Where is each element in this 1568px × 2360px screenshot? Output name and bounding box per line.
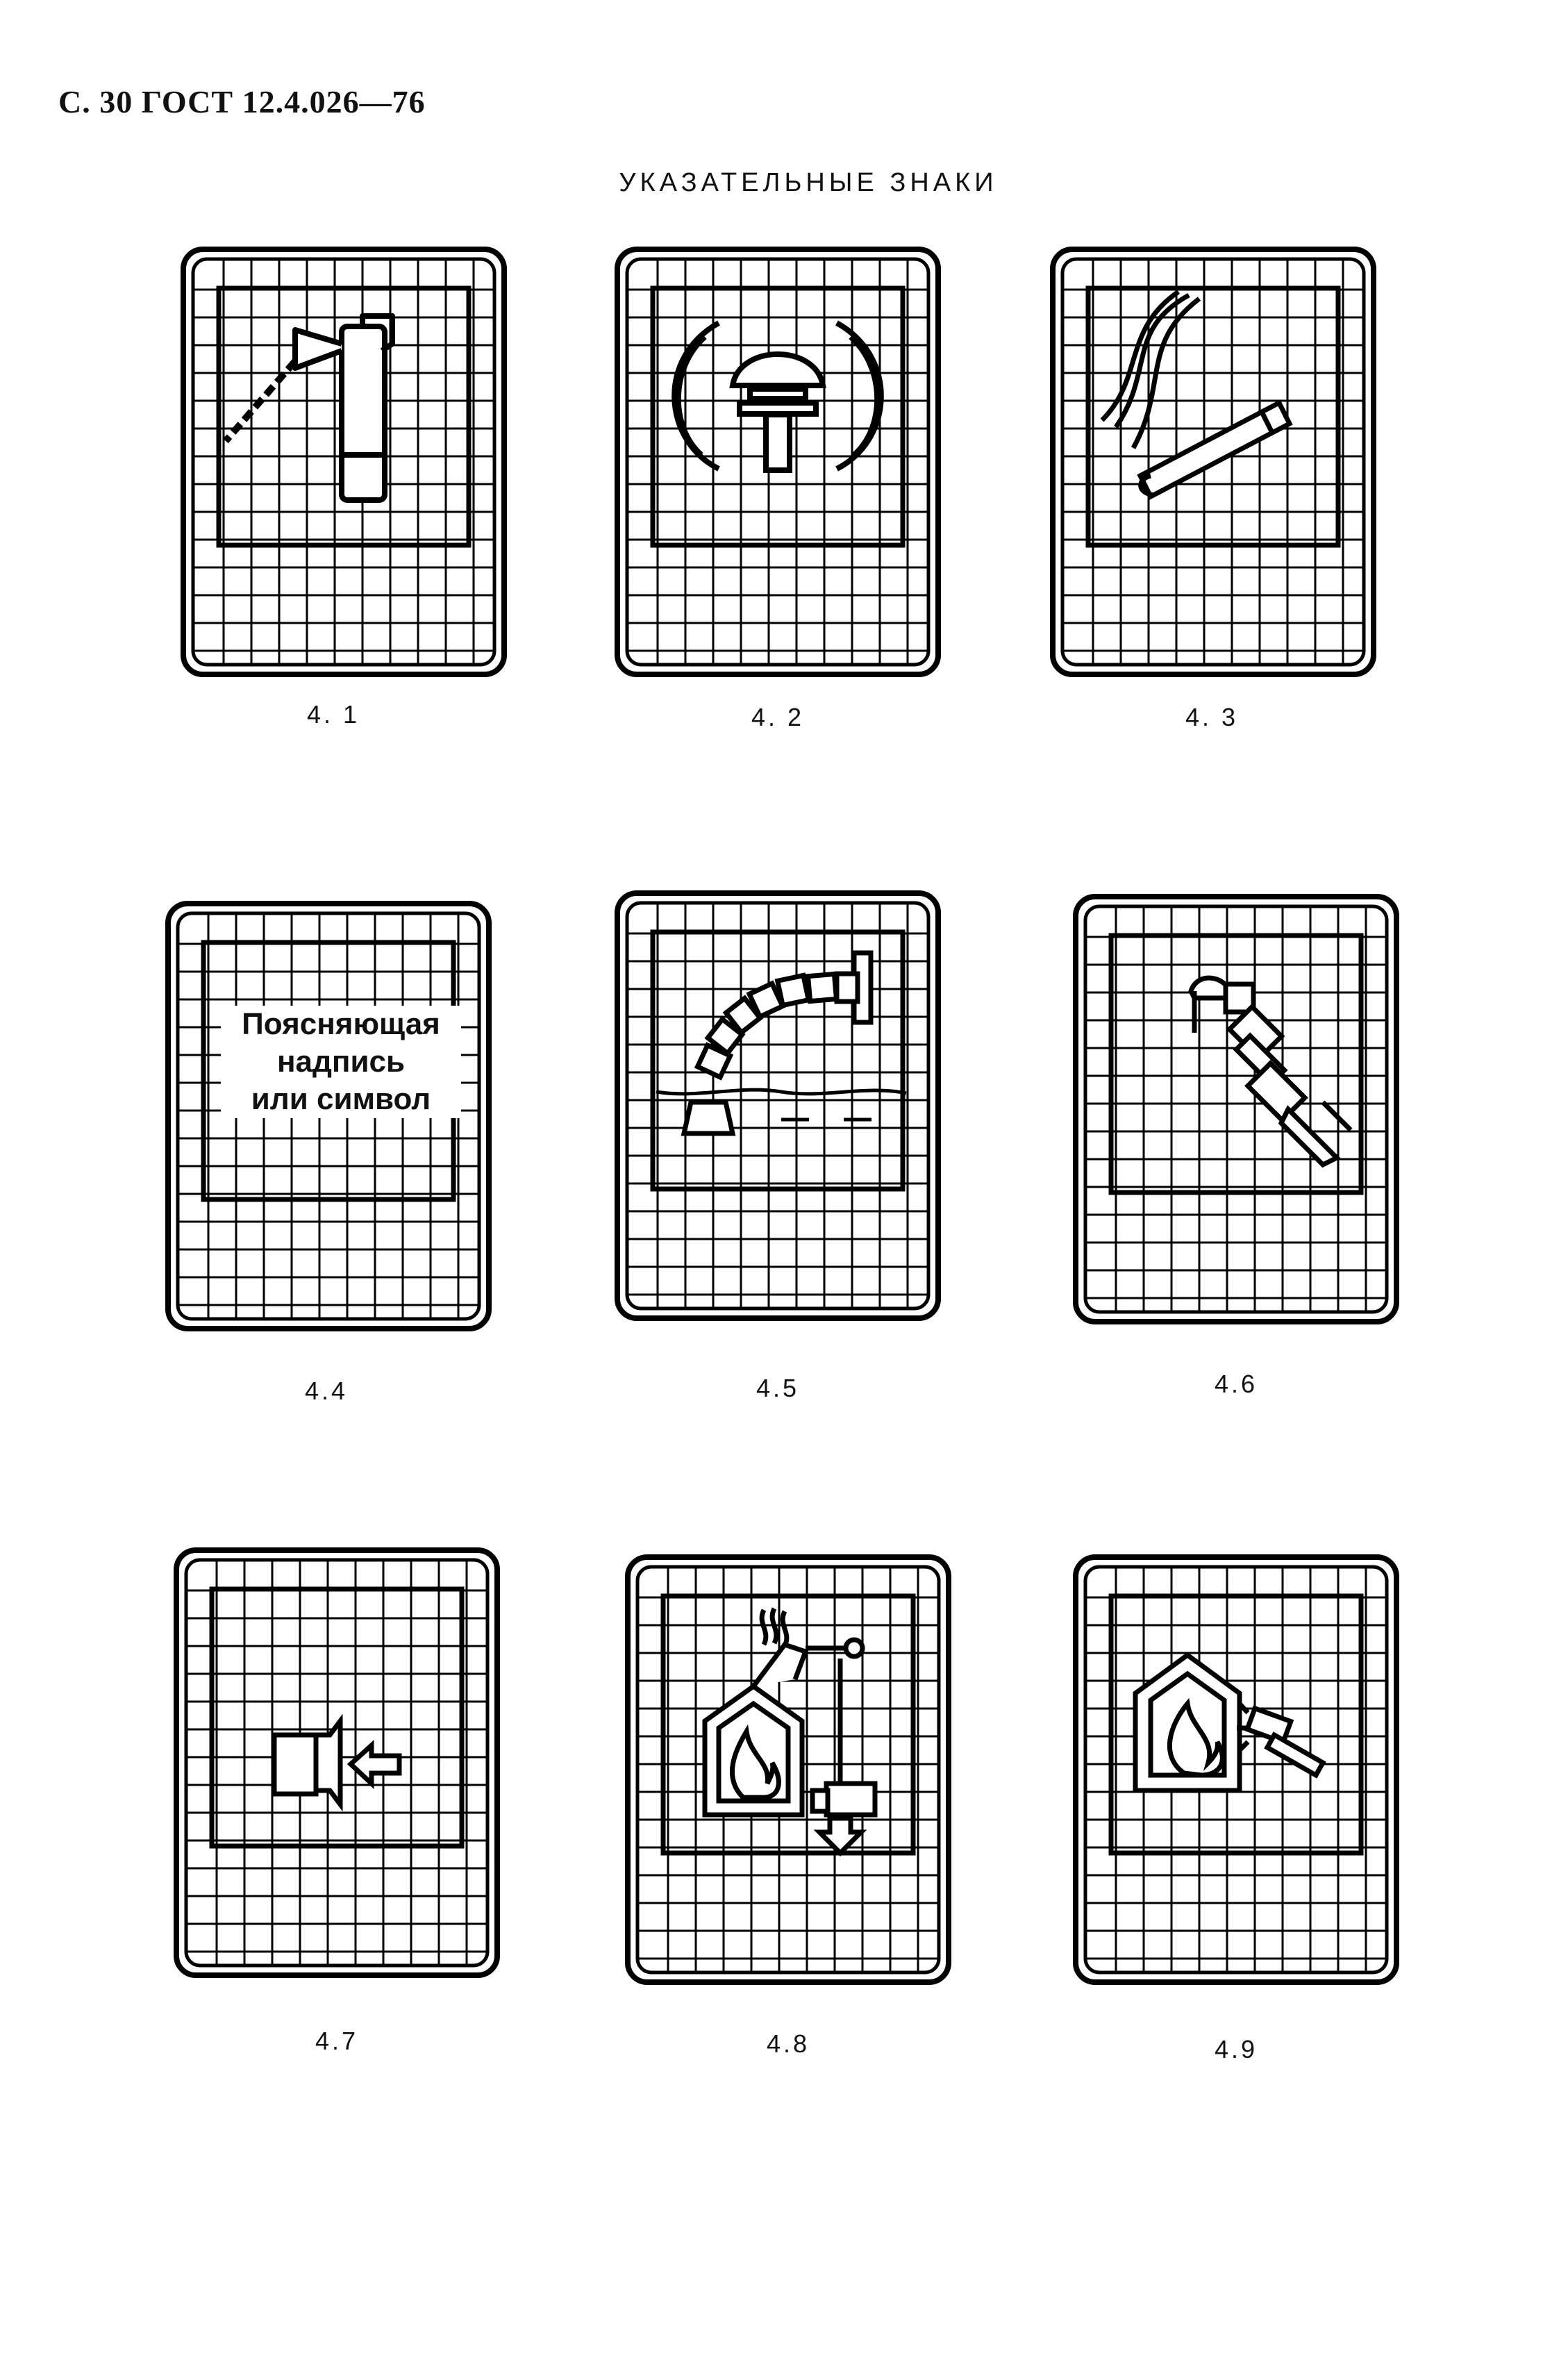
page-title: УКАЗАТЕЛЬНЫЕ ЗНАКИ <box>619 168 998 197</box>
explanatory-text-line: надпись <box>276 1045 406 1079</box>
sign-caption: 4.9 <box>1214 2035 1258 2063</box>
sign-caption: 4. 2 <box>751 703 805 731</box>
sign-4-9 <box>1073 1554 1399 1985</box>
sign-caption: 4.5 <box>756 1374 800 1402</box>
sign-caption: 4.8 <box>766 2029 810 2058</box>
sign-caption: 4.6 <box>1214 1370 1258 1398</box>
sign-outer-border <box>617 893 938 1318</box>
direction-arrow-icon <box>174 1547 500 1978</box>
sign-4-6 <box>1073 894 1399 1324</box>
fire-hydrant-icon <box>1073 894 1399 1324</box>
explanatory-text-line: или символ <box>251 1082 431 1116</box>
sign-4-7 <box>174 1547 500 1978</box>
fire-extinguishing-point-icon <box>1073 1554 1399 1985</box>
fire-alarm-system-icon <box>625 1554 951 1985</box>
sign-caption: 4. 1 <box>306 700 360 729</box>
sign-caption: 4.7 <box>315 2027 359 2055</box>
water-intake-hose-icon <box>615 890 941 1321</box>
sign-caption: 4.4 <box>304 1377 349 1405</box>
sign-4-2 <box>615 247 941 677</box>
page-header: С. 30 ГОСТ 12.4.026—76 <box>58 84 426 119</box>
fire-extinguisher-icon <box>181 247 507 677</box>
sign-4-5 <box>615 890 941 1321</box>
sign-4-8 <box>625 1554 951 1985</box>
explanatory-text-line: Поясняющая <box>242 1007 440 1041</box>
sign-4-3 <box>1050 247 1376 677</box>
sign-4-1 <box>181 247 507 677</box>
sign-outer-border <box>1076 897 1396 1322</box>
fire-alarm-button-icon <box>615 247 941 677</box>
smoking-place-icon <box>1050 247 1376 677</box>
explanatory-text <box>221 1006 461 1118</box>
sign-caption: 4. 3 <box>1185 703 1239 731</box>
